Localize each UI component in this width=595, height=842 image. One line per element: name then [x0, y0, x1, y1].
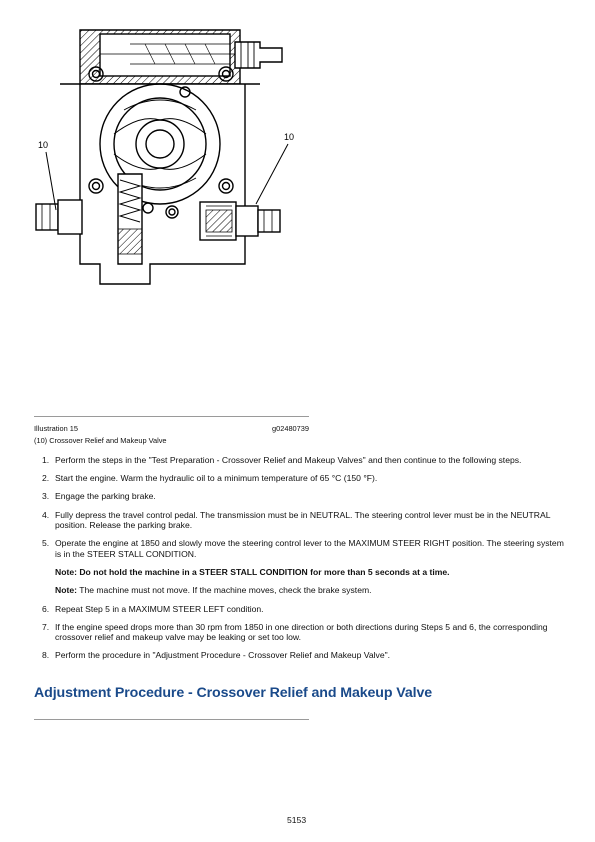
step-number: 1. — [42, 455, 50, 465]
step-number: 6. — [42, 603, 50, 614]
step-text: Perform the steps in the "Test Preparation - Crossover Relief and Makeup Valves" and then continue to the following steps. — [55, 455, 522, 465]
note-steer-stall — [34, 567, 564, 578]
step-text: If the engine speed drops more than 30 rpm from 1850 in one direction or both directions during Steps 5 and 6, the corresponding crossover relief and makeup valve may be leaking or set too low. — [55, 621, 548, 643]
list-item — [34, 538, 564, 559]
list-item — [34, 473, 564, 484]
note-brake — [34, 585, 564, 596]
list-item — [34, 622, 564, 643]
step-number: 7. — [42, 621, 50, 632]
illustration-code: g02480739 — [272, 424, 309, 433]
illustration-description: (10) Crossover Relief and Makeup Valve — [34, 436, 167, 445]
step-number: 3. — [42, 491, 50, 502]
section-divider — [34, 719, 309, 720]
list-item — [34, 491, 564, 502]
section-heading: Adjustment Procedure - Crossover Relief and Makeup Valve — [34, 685, 433, 701]
step-number: 8. — [42, 650, 50, 661]
step-number: 5. — [42, 538, 50, 549]
list-item — [34, 604, 564, 615]
note-label: Note: — [55, 585, 77, 596]
step-text: Operate the engine at 1850 and slowly move the steering control lever to the MAXIMUM STEER RIGHT position. The steering system is in the STEER STALL CONDITION. — [55, 538, 564, 559]
step-text: Perform the procedure in "Adjustment Procedure - Crossover Relief and Makeup Valve". — [55, 650, 391, 661]
step-text: Repeat Step 5 in a MAXIMUM STEER LEFT condition. — [55, 603, 264, 614]
step-text: Start the engine. Warm the hydraulic oil to a minimum temperature of 65 °C (150 °F). — [55, 473, 378, 484]
list-item — [34, 650, 564, 661]
note-text: The machine must not move. If the machine moves, check the brake system. — [76, 585, 372, 596]
step-text: Fully depress the travel control pedal. The transmission must be in NEUTRAL. The steering control lever must be in the NEUTRAL position. Release the parking brake. — [55, 509, 551, 531]
step-number: 4. — [42, 509, 50, 520]
page-number: 5153 — [287, 815, 307, 825]
step-number: 2. — [42, 473, 50, 484]
crossover-relief-valve-illustration — [20, 14, 320, 304]
step-text: Engage the parking brake. — [55, 491, 156, 502]
illustration-label: Illustration 15 — [34, 424, 78, 433]
caption-divider — [34, 416, 309, 417]
procedure-steps — [34, 455, 564, 669]
callout-right-label: 10 — [284, 132, 295, 142]
callout-left-label: 10 — [38, 140, 49, 150]
note-text: Note: Do not hold the machine in a STEER STALL CONDITION for more than 5 seconds at a time. — [55, 567, 450, 578]
list-item — [34, 510, 564, 531]
list-item — [34, 455, 564, 466]
